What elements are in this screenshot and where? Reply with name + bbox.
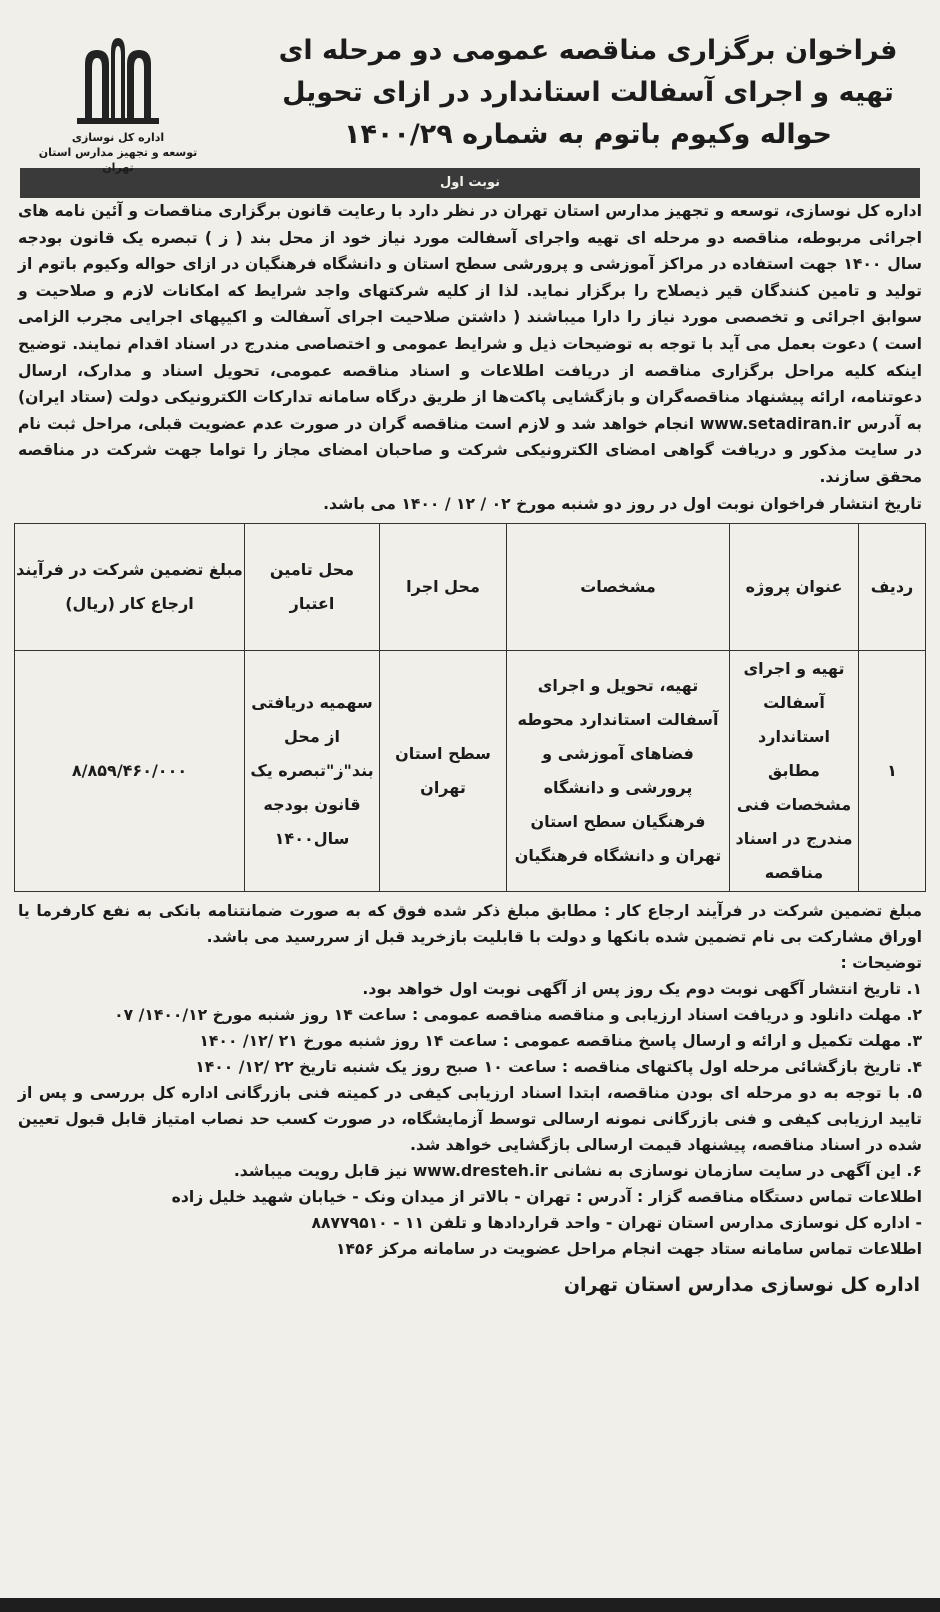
projects-table — [14, 523, 926, 892]
notes-title: توضیحات : — [840, 953, 922, 972]
clipping-edge — [0, 1598, 940, 1612]
round-label: نوبت اول — [20, 168, 920, 198]
contact-line: - اداره کل نوسازی مدارس استان تهران - واحد قراردادها و تلفن ۱۱ - ۸۸۷۷۹۵۱۰ — [311, 1213, 922, 1232]
header-guarantee: مبلغ تضمین شرکت در فرآیند ارجاع کار (ریال) — [15, 523, 245, 650]
contact-line: اطلاعات تماس سامانه ستاد جهت انجام مراحل عضویت در سامانه مرکز ۱۴۵۶ — [336, 1239, 922, 1258]
organization-logo — [28, 34, 208, 174]
table-row — [15, 650, 926, 891]
list-item: ۲. مهلت دانلود و دریافت اسناد ارزیابی و مناقصه مناقصه عمومی : ساعت ۱۴ روز شنبه مورخ ۱۴۰۰/۱۲/ ۰۷ — [114, 1005, 922, 1024]
header-specs: مشخصات — [507, 523, 730, 650]
title-line: حواله وکیوم باتوم به شماره ۱۴۰۰/۲۹ — [343, 119, 833, 150]
cell-row-number: ۱ — [859, 650, 926, 891]
cell-specs: تهیه، تحویل و اجرای آسفالت استاندارد محوطه فضاهای آموزشی و پرورشی و دانشگاه فرهنگیان سطح استان تهران و دانشگاه فرهنگیان — [507, 650, 730, 891]
cell-project-title: تهیه و اجرای آسفالت استاندارد مطابق مشخصات فنی مندرج در اسناد مناقصه — [730, 650, 859, 891]
notice-title — [268, 30, 908, 156]
notice-header — [14, 0, 926, 174]
header-project-title: عنوان پروژه — [730, 523, 859, 650]
cell-location: سطح استان تهران — [380, 650, 507, 891]
list-item: ۵. با توجه به دو مرحله ای بودن مناقصه، ابتدا اسناد ارزیابی کیفی در کمیته فنی بازرگانی اداره کل بررسی و پس از تایید ارزیابی کیفی و فنی بازرگانی نمونه ارسالی توسط آزمایشگاه، در صورت کسب حد نصاب امتیاز قابل قبول تعیین شده در اسناد مناقصه، پیشنهاد قیمت ارسالی بازگشایی خواهد شد. — [18, 1083, 922, 1154]
publish-date: تاریخ انتشار فراخوان نوبت اول در روز دو شنبه مورخ ۰۲ / ۱۲ / ۱۴۰۰ می باشد. — [323, 494, 922, 513]
list-item: ۴. تاریخ بازگشائی مرحله اول پاکتهای مناقصه : ساعت ۱۰ صبح روز یک شنبه تاریخ ۲۲ /۱۲/ ۱۴۰۰ — [195, 1057, 922, 1076]
guarantee-note: مبلغ تضمین شرکت در فرآیند ارجاع کار : مطابق مبلغ ذکر شده فوق که به صورت ضمانتنامه بانکی به نفع کارفرما یا اوراق مشارکت بی نام تضمین شده بانکها و دولت با قابلیت بازخرید قبل از سررسید می باشد. — [18, 901, 922, 946]
contact-line: اطلاعات تماس دستگاه مناقصه گزار : آدرس : تهران - بالاتر از میدان ونک - خیابان شهید خلیل زاده — [171, 1187, 922, 1206]
header-row-number: ردیف — [859, 523, 926, 650]
list-item: ۱. تاریخ انتشار آگهی نوبت دوم یک روز پس از آگهی نوبت اول خواهد بود. — [362, 979, 922, 998]
organization-name-line2: توسعه و تجهیز مدارس استان تهران — [38, 146, 198, 174]
cell-funding: سهمیه دریافتی از محل بند"ز"تبصره یک قانون بودجه سال۱۴۰۰ — [245, 650, 380, 891]
cell-guarantee: ۸/۸۵۹/۴۶۰/۰۰۰ — [15, 650, 245, 891]
table-header-row — [15, 523, 926, 650]
school-building-emblem-icon — [75, 34, 161, 126]
title-line: فراخوان برگزاری مناقصه عمومی دو مرحله ای — [278, 35, 898, 66]
list-item: ۳. مهلت تکمیل و ارائه و ارسال پاسخ مناقصه عمومی : ساعت ۱۴ روز شنبه مورخ ۲۱ /۱۲/ ۱۴۰۰ — [199, 1031, 922, 1050]
header-funding: محل تامین اعتبار — [245, 523, 380, 650]
intro-paragraph: اداره کل نوسازی، توسعه و تجهیز مدارس استان تهران در نظر دارد با رعایت قانون برگزاری مناقصات و آئین نامه های اجرائی مربوطه، مناقصه دو مرحله ای تهیه واجرای آسفالت مورد نیاز خود از محل بند ( ز ) تبصره یک قانون بودجه سال ۱۴۰۰ جهت استفاده در مراکز آموزشی و پرورشی سطح استان و دانشگاه فرهنگیان در ازای حواله وکیوم باتوم از تولید و تامین کنندگان قیر ذیصلاح را برگزار نماید. لذا از کلیه شرکتهای واجد شرایط که امکانات لازم و صلاحیت و سوابق اجرائی و تخصصی مورد نیاز را دارا میباشند ( داشتن صلاحیت اجرای آسفالت و اکیپهای اجرایی مجرب الزامی است ) دعوت بعمل می آید با توجه به توضیحات ذیل و شرایط عمومی و اختصاصی مندرج در اسناد اقدام نمایند. توضیح اینکه کلیه مراحل برگزاری مناقصه از دریافت اطلاعات و اسناد مناقصه عمومی، تحویل اسناد و مدارک، ارسال دعوتنامه، ارائه پیشنهاد مناقصه‌گران و بازگشایی پاکت‌ها از طریق درگاه سامانه تدارکات الکترونیکی دولت (ستاد ایران) به آدرس www.setadiran.ir انجام خواهد شد و لازم است مناقصه گران در صورت عدم عضویت قبلی، مراحل ثبت نام در سایت مذکور و دریافت گواهی امضای الکترونیکی شرکت و صاحبان امضای مجاز را تواما جهت شرکت در مناقصه محقق سازند. — [18, 202, 923, 486]
organization-name-line1: اداره کل نوسازی — [71, 131, 165, 144]
organization-name — [28, 130, 208, 175]
signature-organization: اداره کل نوسازی مدارس استان تهران — [563, 1273, 920, 1296]
notes-list — [14, 976, 926, 1184]
header-location: محل اجرا — [380, 523, 507, 650]
list-item: ۶. این آگهی در سایت سازمان نوسازی به نشانی www.dresteh.ir نیز قابل رویت میباشد. — [233, 1161, 922, 1180]
title-line: تهیه و اجرای آسفالت استاندارد در ازای تحویل — [282, 77, 894, 108]
contact-info — [14, 1184, 926, 1262]
